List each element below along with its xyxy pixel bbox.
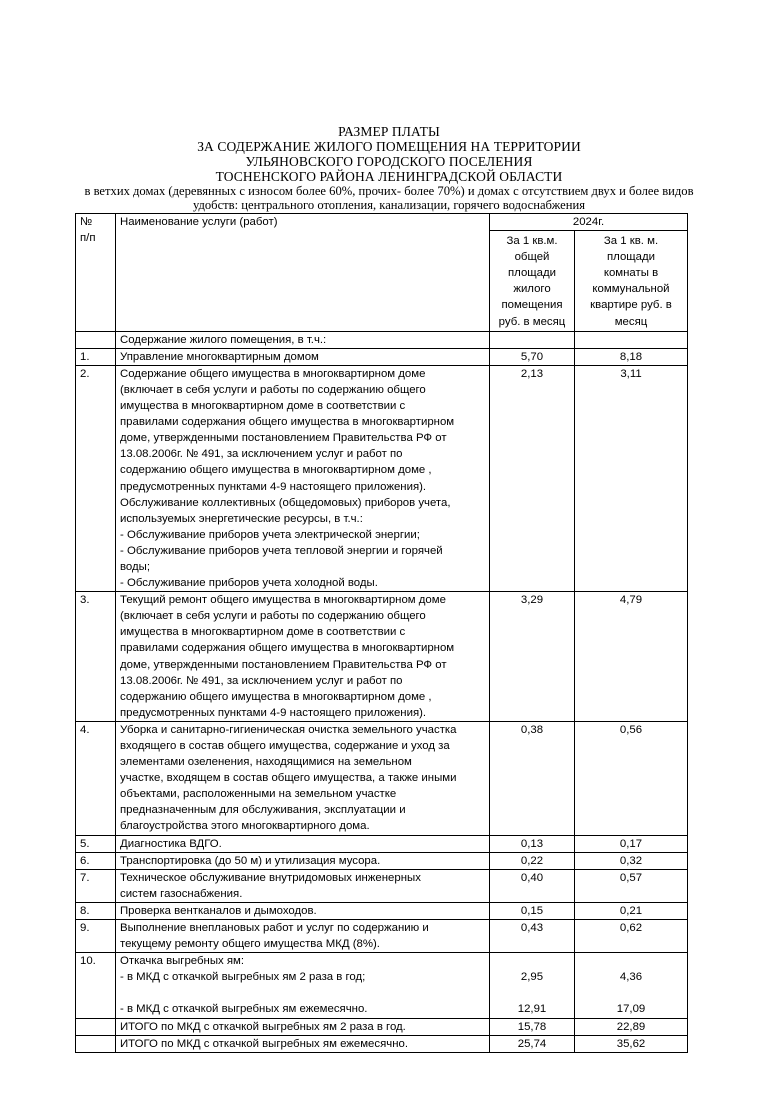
total-row <box>76 1018 688 1035</box>
total-label: ИТОГО по МКД с откачкой выгребных ям ежемесячно. <box>116 1035 490 1052</box>
header-cell-price-per-room: За 1 кв. м. площади комнаты в коммунальной квартире руб. в месяц <box>575 231 688 332</box>
service-text-line: содержанию общего имущества в многоквартирном доме , <box>120 690 432 703</box>
service-text-line: - Обслуживание приборов учета тепловой энергии и горячей <box>120 544 443 557</box>
row-price-per-room: 0,21 <box>575 902 688 919</box>
row-number: 10. <box>76 953 116 1018</box>
service-text-line: входящего в состав общего имущества, содержание и уход за <box>120 740 450 752</box>
price-value: 2,95 <box>520 971 544 984</box>
document-title-line: УЛЬЯНОВСКОГО ГОРОДСКОГО ПОСЕЛЕНИЯ <box>245 154 533 169</box>
table-row <box>76 920 688 953</box>
service-text-line: предназначенным для обслуживания, эксплуатации и <box>120 804 406 817</box>
spacer <box>579 985 683 1001</box>
row-service-name <box>116 365 490 591</box>
row-service-name <box>116 953 490 1018</box>
price-value: 4,36 <box>619 971 643 984</box>
service-text-line: предусмотренных пунктами 4-9 настоящего приложения). <box>120 706 427 719</box>
row-price-per-sqm: 5,70 <box>490 348 575 365</box>
document-subtitle-line: в ветхих домах (деревянных с износом более 60%, прочих- более 70%) и домах с отсутствием двух и более видов <box>84 184 694 198</box>
row-price-per-room: 8,18 <box>575 348 688 365</box>
document-title-line: ЗА СОДЕРЖАНИЕ ЖИЛОГО ПОМЕЩЕНИЯ НА ТЕРРИТОРИИ <box>197 139 581 154</box>
service-text-line: элементами озеленения, находящимися на земельном <box>120 756 412 769</box>
row-price-per-sqm: 2,13 <box>490 365 575 591</box>
service-text-line: Уборка и санитарно-гигиеническая очистка земельного участка <box>120 723 457 736</box>
service-text-line: Содержание общего имущества в многоквартирном доме <box>120 367 426 380</box>
row-price-per-room: 0,32 <box>575 852 688 869</box>
table-row <box>76 953 688 1018</box>
service-text-line: используемых энергетические ресурсы, в т.ч.: <box>120 512 363 525</box>
row-number: 5. <box>76 835 116 852</box>
service-text-line: Проверка вентканалов и дымоходов. <box>120 904 317 917</box>
row-number: 9. <box>76 920 116 953</box>
service-text-line: содержанию общего имущества в многоквартирном доме , <box>120 464 432 477</box>
service-text-line: Обслуживание коллективных (общедомовых) приборов учета, <box>120 496 451 509</box>
service-text-line: - в МКД с откачкой выгребных ям ежемесячно. <box>120 1003 368 1016</box>
service-text-line: Транспортировка (до 50 м) и утилизация мусора. <box>120 854 381 867</box>
row-service-name <box>116 902 490 919</box>
spacer <box>494 953 570 969</box>
table-header-row <box>76 214 688 231</box>
service-text-line: предусмотренных пунктами 4-9 настоящего приложения). <box>120 480 427 493</box>
row-price-per-sqm: 0,38 <box>490 721 575 835</box>
table-row <box>76 365 688 591</box>
header-cell-year: 2024г. <box>490 214 688 231</box>
row-service-name <box>116 835 490 852</box>
table-row <box>76 592 688 722</box>
row-number: 2. <box>76 365 116 591</box>
header-cell-number: № п/п <box>76 214 116 332</box>
section-row <box>76 331 688 348</box>
row-service-name <box>116 869 490 902</box>
table-row <box>76 721 688 835</box>
row-service-name <box>116 348 490 365</box>
row-number: 3. <box>76 592 116 722</box>
document-title-line: ТОСНЕНСКОГО РАЙОНА ЛЕНИНГРАДСКОЙ ОБЛАСТИ <box>215 169 563 184</box>
service-text-line: благоустройства этого многоквартирного дома. <box>120 820 370 833</box>
section-title: Содержание жилого помещения, в т.ч.: <box>116 331 490 348</box>
service-text-line: воды; <box>120 560 151 573</box>
service-text-line: доме, утвержденными постановлением Правительства РФ от <box>120 432 447 445</box>
service-text-line: текущему ремонту общего имущества МКД (8%). <box>120 938 380 951</box>
total-price-per-room: 22,89 <box>575 1018 688 1035</box>
service-text-line: систем газоснабжения. <box>120 887 243 900</box>
row-price-per-sqm: 0,13 <box>490 835 575 852</box>
price-value: 17,09 <box>616 1003 646 1016</box>
row-price-per-sqm: 0,40 <box>490 869 575 902</box>
document-subtitle-line: удобств: центрального отопления, канализации, горячего водоснабжения <box>192 198 586 212</box>
service-text-line: - в МКД с откачкой выгребных ям 2 раза в год; <box>120 971 366 984</box>
service-text-line: (включает в себя услуги и работы по содержанию общего <box>120 610 426 623</box>
spacer <box>494 985 570 1001</box>
table-row <box>76 852 688 869</box>
table-row <box>76 835 688 852</box>
row-service-name <box>116 721 490 835</box>
table-row <box>76 902 688 919</box>
service-text-line: участке, входящем в состав общего имущества, а также иными <box>120 772 457 785</box>
row-number: 4. <box>76 721 116 835</box>
row-number: 6. <box>76 852 116 869</box>
row-price-per-sqm: 3,29 <box>490 592 575 722</box>
total-price-per-sqm: 15,78 <box>490 1018 575 1035</box>
service-text-line: (включает в себя услуги и работы по содержанию общего <box>120 383 426 396</box>
service-text-line: доме, утвержденными постановлением Правительства РФ от <box>120 658 447 671</box>
row-price-per-room <box>575 953 688 1018</box>
spacer <box>120 985 485 1001</box>
total-row <box>76 1035 688 1052</box>
row-number: 1. <box>76 348 116 365</box>
row-price-per-sqm: 0,15 <box>490 902 575 919</box>
row-price-per-sqm: 0,22 <box>490 852 575 869</box>
row-price-per-room: 4,79 <box>575 592 688 722</box>
service-text-line: - Обслуживание приборов учета холодной воды. <box>120 577 378 590</box>
row-price-per-room: 3,11 <box>575 365 688 591</box>
row-number: 7. <box>76 869 116 902</box>
row-service-name <box>116 920 490 953</box>
service-text-line: объектами, расположенными на земельном участке <box>120 788 397 801</box>
price-value: 12,91 <box>517 1003 547 1016</box>
service-text-line: Техническое обслуживание внутридомовых инженерных <box>120 871 421 884</box>
service-text-line: Откачка выгребных ям: <box>120 955 245 968</box>
row-price-per-room: 0,56 <box>575 721 688 835</box>
service-text-line: Текущий ремонт общего имущества в многоквартирном доме <box>120 594 446 607</box>
row-price-per-sqm <box>490 953 575 1018</box>
total-price-per-room: 35,62 <box>575 1035 688 1052</box>
row-price-per-room: 0,17 <box>575 835 688 852</box>
service-text-line: Диагностика ВДГО. <box>120 837 222 850</box>
row-price-per-sqm: 0,43 <box>490 920 575 953</box>
row-service-name <box>116 592 490 722</box>
header-cell-service-name: Наименование услуги (работ) <box>116 214 490 332</box>
row-service-name <box>116 852 490 869</box>
table-row <box>76 869 688 902</box>
row-price-per-room: 0,57 <box>575 869 688 902</box>
fee-table <box>75 213 688 1053</box>
service-text-line: 13.08.2006г. № 491, за исключением услуг и работ по <box>120 674 403 687</box>
service-text-line: имущества в многоквартирном доме в соответствии с <box>120 400 406 413</box>
row-price-per-room: 0,62 <box>575 920 688 953</box>
service-text-line: имущества в многоквартирном доме в соответствии с <box>120 626 406 639</box>
service-text-line: Управление многоквартирным домом <box>120 350 319 363</box>
table-row <box>76 348 688 365</box>
service-text-line: Выполнение внеплановых работ и услуг по содержанию и <box>120 922 429 935</box>
total-price-per-sqm: 25,74 <box>490 1035 575 1052</box>
service-text-line: - Обслуживание приборов учета электрической энергии; <box>120 528 420 541</box>
header-cell-price-per-sqm: За 1 кв.м. общей площади жилого помещения руб. в месяц <box>490 231 575 332</box>
row-number <box>76 1018 116 1035</box>
spacer <box>579 953 683 969</box>
total-label: ИТОГО по МКД с откачкой выгребных ям 2 раза в год. <box>116 1018 490 1035</box>
service-text-line: правилами содержания общего имущества в многоквартирном <box>120 642 455 655</box>
service-text-line: 13.08.2006г. № 491, за исключением услуг и работ по <box>120 448 403 461</box>
row-number: 8. <box>76 902 116 919</box>
row-number <box>76 1035 116 1052</box>
document-title-line: РАЗМЕР ПЛАТЫ <box>338 124 440 139</box>
service-text-line: правилами содержания общего имущества в многоквартирном <box>120 416 455 429</box>
